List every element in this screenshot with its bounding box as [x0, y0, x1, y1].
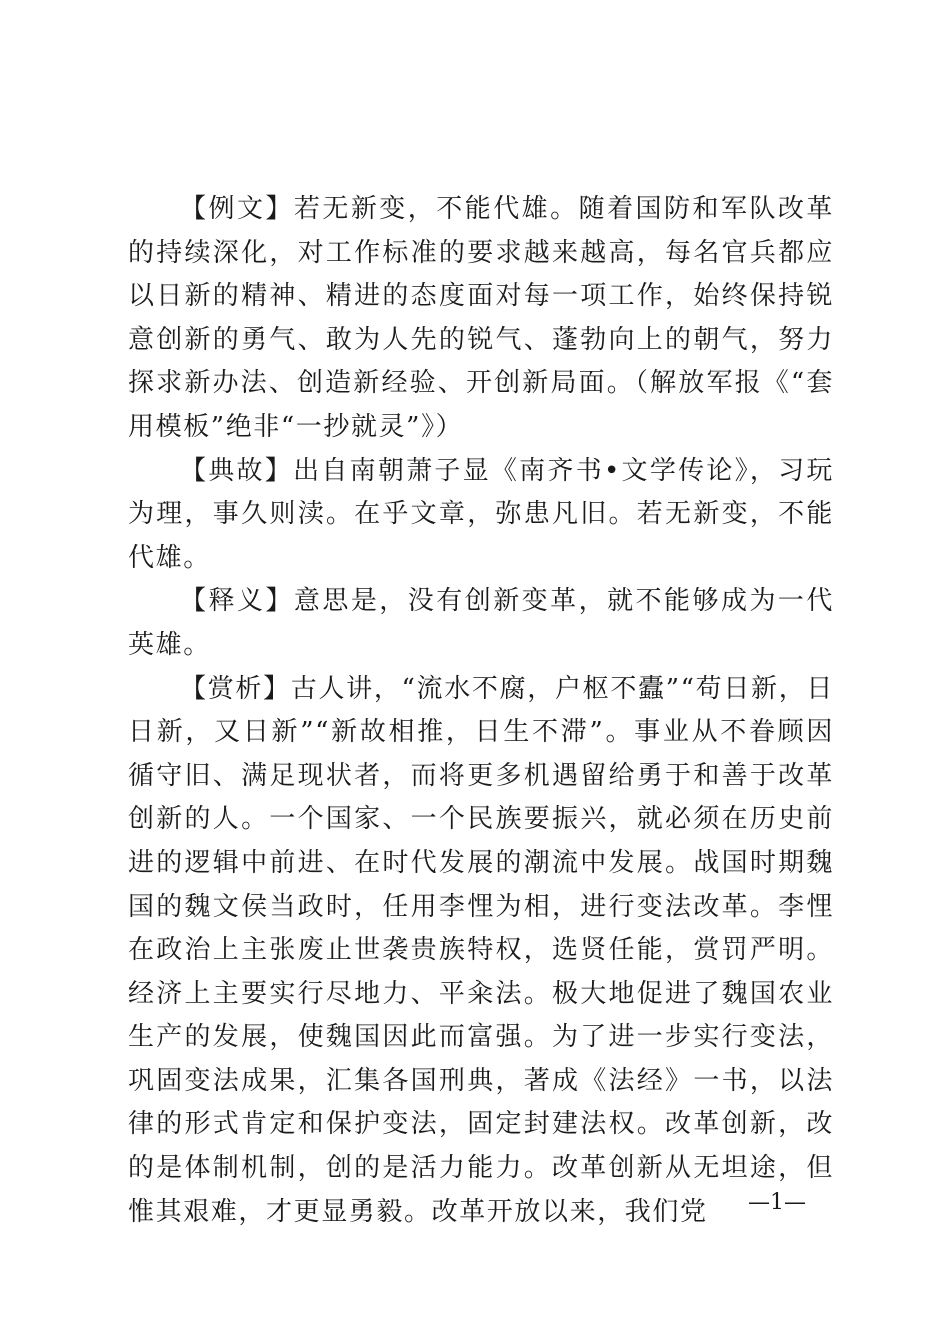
paragraph-meaning: [128, 580, 834, 667]
body-text: [128, 188, 834, 1234]
paragraph-text: 出自南朝萧子显《南齐书•文学传论》，习玩为理，事久则渎。在乎文章，弥患凡旧。若无新变，不能代雄。: [128, 455, 834, 573]
paragraph-text: 若无新变，不能代雄。随着国防和军队改革的持续深化，对工作标准的要求越来越高，每名官兵都应以日新的精神、精进的态度面对每一项工作，始终保持锐意创新的勇气、敢为人先的锐气、蓬勃向上的朝气，努力探求新办法、创造新经验、开创新局面。（解放军报《“套用模板”绝非“一抄就灵”》）: [128, 194, 834, 442]
paragraph-tag: 【赏析】: [180, 673, 291, 704]
paragraph-appreciation: [128, 668, 834, 1235]
paragraph-text: 意思是，没有创新变革，就不能够成为一代英雄。: [128, 586, 834, 660]
paragraph-text: 古人讲，“流水不腐，户枢不蠹”“苟日新，日日新，又日新”“新故相推，日生不滞”。事业从不眷顾因循守旧、满足现状者，而将更多机遇留给勇于和善于改革创新的人。一个国家、一个民族要振兴，就必须在历史前进的逻辑中前进、在时代发展的潮流中发展。战国时期魏国的魏文侯当政时，任用李悝为相，进行变法改革。李悝在政治上主张废止世袭贵族特权，选贤任能，赏罚严明。经济上主要实行尽地力、平籴法。极大地促进了魏国农业生产的发展，使魏国因此而富强。为了进一步实行变法，巩固变法成果，汇集各国刑典，著成《法经》一书，以法律的形式肯定和保护变法，固定封建法权。改革创新，改的是体制机制，创的是活力能力。改革创新从无坦途，但惟其艰难，才更显勇毅。改革开放以来，我们党: [128, 673, 835, 1227]
paragraph-allusion: [128, 450, 834, 581]
page-number: —1—: [748, 1190, 806, 1215]
paragraph-tag: 【例文】: [180, 194, 294, 224]
paragraph-example: [128, 188, 834, 450]
paragraph-tag: 【释义】: [180, 586, 294, 617]
paragraph-tag: 【典故】: [180, 455, 294, 486]
